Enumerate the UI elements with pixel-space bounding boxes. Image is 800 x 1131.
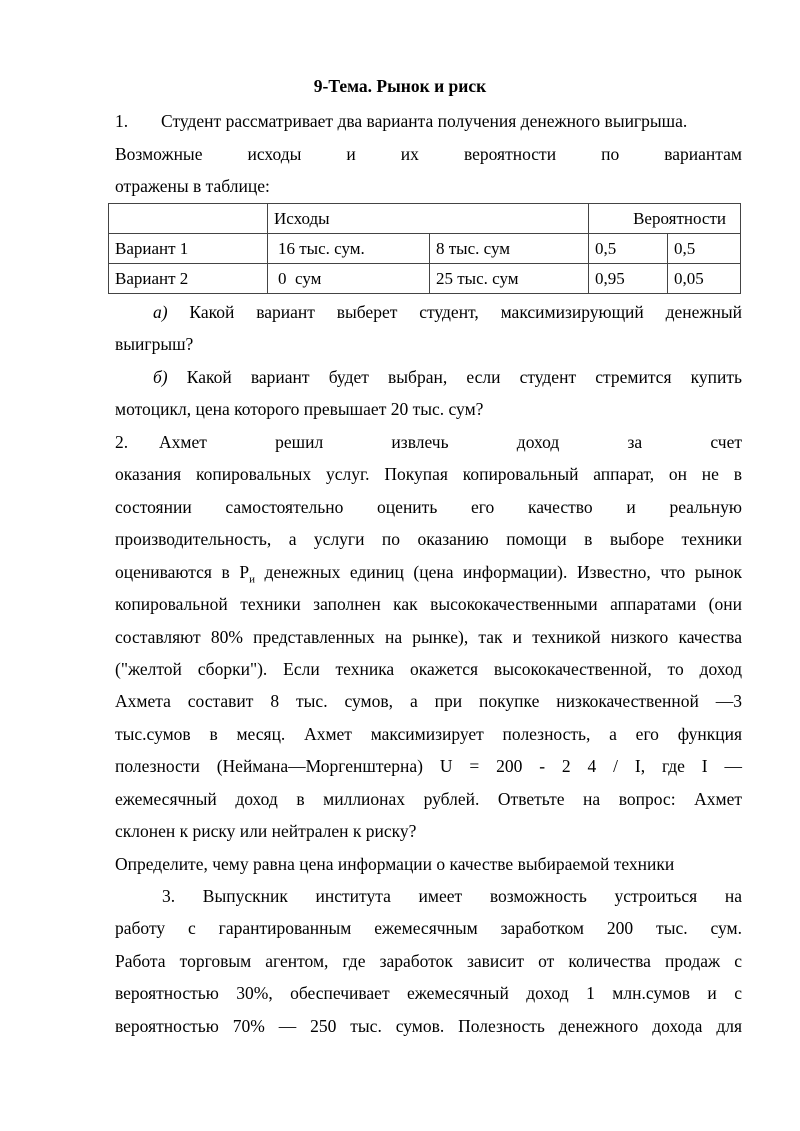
page-title: 9-Тема. Рынок и риск (313, 76, 487, 96)
table-header-outcomes: Исходы (268, 204, 589, 234)
task3-line1: 3. Выпускник института имеет возможность устроиться на (162, 886, 742, 906)
task2-line8: ("желтой сборки"). Если техника окажется высококачественной, то доход (115, 659, 742, 679)
table-cell-empty (109, 204, 268, 234)
task1-line3: отражены в таблице: (115, 176, 270, 196)
table-cell-outcome2: 25 тыс. сум (430, 264, 589, 294)
task2-line4: производительность, а услуги по оказанию помощи в выборе техники (115, 529, 742, 549)
task2-line3: состоянии самостоятельно оценить его качество и реальную (115, 497, 742, 517)
question-a-line1 (153, 300, 742, 324)
table-cell-outcome2: 8 тыс. сум (430, 234, 589, 264)
table-cell-p2: 0,5 (668, 234, 741, 264)
task3-line4: вероятностью 30%, обеспечивает ежемесячный доход 1 млн.сумов и с (115, 983, 742, 1003)
table-cell-p2: 0,05 (668, 264, 741, 294)
question-b-text: Какой вариант будет выбран, если студент стремится купить (186, 367, 742, 387)
table-cell-p1: 0,95 (589, 264, 668, 294)
question-a-line2: выигрыш? (115, 334, 194, 354)
task3-line5: вероятностью 70% — 250 тыс. сумов. Полезность денежного дохода для (115, 1016, 742, 1036)
question-a-text: Какой вариант выберет студент, максимизирующий денежный (189, 302, 743, 322)
table-cell-label: Вариант 1 (109, 234, 268, 264)
task1-line1 (115, 109, 742, 133)
task2-line6: копировальной техники заполнен как высококачественными аппаратами (они (115, 594, 742, 614)
table-cell-outcome1: 16 тыс. сум. (268, 234, 430, 264)
table-cell-outcome1: 0 сум (268, 264, 430, 294)
task2-text5b: денежных единиц (цена информации). Известно, что рынок (254, 562, 743, 582)
task2-line1 (115, 430, 742, 454)
task3-line2: работу с гарантированным ежемесячным заработком 200 тыс. сум. (115, 918, 742, 938)
table-row (109, 264, 741, 294)
table-cell-p1: 0,5 (589, 234, 668, 264)
question-b-marker: б) (153, 367, 168, 387)
task2-line11: полезности (Неймана—Моргенштерна) U = 200 - 2 4 / I, где I — (115, 756, 742, 776)
table-cell-label: Вариант 2 (109, 264, 268, 294)
task1-line2: Возможные исходы и их вероятности по вариантам (115, 144, 742, 164)
price-subscript: и (249, 573, 255, 586)
task2-line9: Ахмета составит 8 тыс. сумов, а при покупке низкокачественной —3 (115, 691, 742, 711)
task2-text5a: оцениваются в P (115, 562, 250, 582)
task1-number: 1. (115, 111, 129, 131)
question-a-marker: а) (153, 302, 168, 322)
task2-line5 (115, 560, 742, 592)
question-b-line2: мотоцикл, цена которого превышает 20 тыс. сум? (115, 399, 484, 419)
task2-line13: склонен к риску или нейтрален к риску? (115, 821, 417, 841)
table-row (109, 234, 741, 264)
task1-text1: Студент рассматривает два варианта получения денежного выигрыша. (161, 111, 688, 131)
task3-line3: Работа торговым агентом, где заработок зависит от количества продаж с (115, 951, 742, 971)
task2-line2: оказания копировальных услуг. Покупая копировальный аппарат, он не в (115, 464, 742, 484)
task2-number: 2. (115, 432, 129, 452)
table-header-probabilities: Вероятности (589, 204, 741, 234)
task2-text1: Ахмет решил извлечь доход за счет (159, 432, 742, 452)
task2-line7: составляют 80% представленных на рынке), так и техникой низкого качества (115, 627, 742, 647)
task2-line12: ежемесячный доход в миллионах рублей. Ответьте на вопрос: Ахмет (115, 789, 742, 809)
table-header-row (109, 204, 741, 234)
task2-line10: тыс.сумов в месяц. Ахмет максимизирует полезность, а его функция (115, 724, 742, 744)
task2-line14: Определите, чему равна цена информации о качестве выбираемой техники (115, 854, 675, 874)
outcomes-table (108, 203, 741, 294)
question-b-line1 (153, 365, 742, 389)
